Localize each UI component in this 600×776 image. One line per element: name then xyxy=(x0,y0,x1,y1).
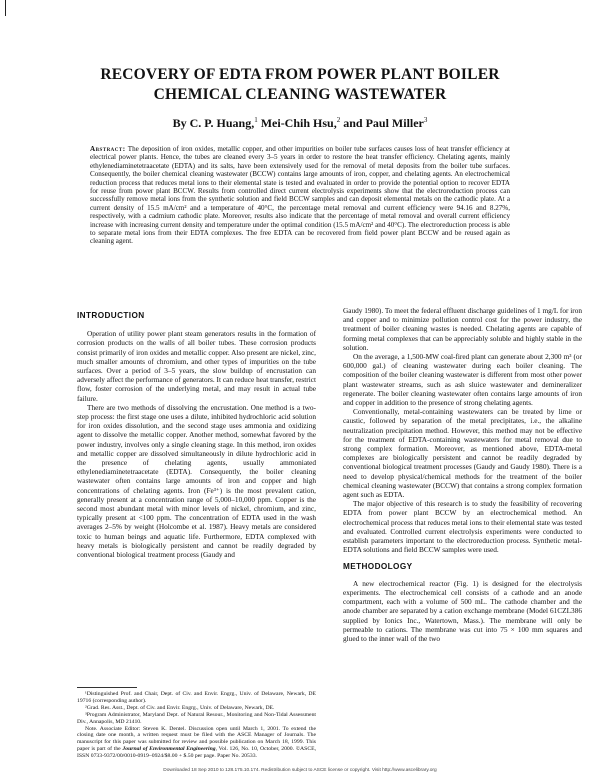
editor-note xyxy=(77,726,316,761)
paragraph: There are two methods of dissolving the encrustation. One method is a two-step process: the first stage one uses a dilute, inhibited hydrochloric acid solution for iron oxides dissolution, and the second stage uses ammonia and oxidizing agent to dissolve the metallic copper. Another method, somewhat favored by the power industry, involves only a single cleaning stage. In this method, iron oxides and metallic copper are dissolved simultaneously in dilute hydrochloric acid in the presence of chelating agents, usually ammoniated ethylenediaminetetraacetate (EDTA). Consequently, the boiler cleaning wastewater often contains large amounts of iron and copper and high concentrations of chelating agents. Iron (Fe³⁺) is the most prevalent cation, generally present at a concentration range of 5,000–10,000 ppm. Copper is the second most abundant metal with minor levels of nickel, chromium, and zinc, typically present at <100 ppm. The concentration of EDTA used in the wash averages 2–5% by weight (Holcombe et al. 1987). Heavy metals are considered toxic to human beings and aquatic life. Furthermore, EDTA complexed with heavy metals is biologically persistent and cannot be readily degraded by conventional biological treatment process (Gaudy and xyxy=(77,402,316,560)
footnotes xyxy=(77,691,316,760)
paragraph: Conventionally, metal-containing wastewaters can be treated by lime or caustic, followed by separation of the metal precipitates, i.e., the alkaline neutralization precipitation method. However, this method may not be effective for the treatment of EDTA-containing wastewaters for metal removal due to strong complex formation. Moreover, as mentioned above, EDTA-metal complexes are biologically persistent and cannot be readily degraded by conventional biological treatment processes (Gaudy and Gaudy 1980). There is a need to develop physical/chemical methods for the treatment of the boiler chemical cleaning wastewater (BCCW) that contains a strong complex formation agent such as EDTA. xyxy=(343,407,582,500)
abstract-label: Abstract: xyxy=(90,145,126,153)
author-line xyxy=(60,116,540,131)
crop-mark xyxy=(5,0,6,16)
footnote: ³Program Administrator, Maryland Dept. of Natural Resour., Monitoring and Non-Tidal Assessment Div., Annapolis, MD 21410. xyxy=(77,711,316,725)
footnote: ²Grad. Res. Asst., Dept. of Civ. and Envir. Engrg., Univ. of Delaware, Newark, DE. xyxy=(85,704,275,711)
author-1: By C. P. Huang, xyxy=(172,116,255,130)
section-heading-methodology: METHODOLOGY xyxy=(343,562,413,572)
paragraph: The major objective of this research is to study the feasibility of recovering EDTA from power plant BCCW by an electrochemical method. An electrochemical process that reduces metal ions to their elemental state was tested and evaluated. Controlled current electrolysis experiments were conducted to establish parameters important to the electroreduction process. Synthetic metal-EDTA solutions and field BCCW samples were used. xyxy=(343,499,582,555)
paper-title: RECOVERY OF EDTA FROM POWER PLANT BOILER CHEMICAL CLEANING WASTEWATER xyxy=(100,66,500,103)
editor-note-text: Note. Associate Editor: Steven K. Dentel. Discussion open until March 1, 2001. To extend the closing date one month, a written request must be filed with the ASCE Manager of Journals. The manuscript for this paper was submitted for review and possible publication on March 18, 1999. This paper is part of the xyxy=(77,725,316,753)
author-2-mark: 2 xyxy=(336,116,341,124)
section-heading-introduction: INTRODUCTION xyxy=(77,311,145,320)
paragraph: On the average, a 1,500-MW coal-fired plant can generate about 2,300 m³ (or 600,000 gal.) of cleaning wastewater during each boiler cleaning. The composition of the boiler cleaning wastewater is different from most other power plant wastewater streams, such as ash sluice wastewater and demineralizer regenerate. The boiler cleaning wastewater often contains large amounts of iron and copper in addition to the presence of strong chelating agents. xyxy=(343,352,582,408)
author-1-mark: 1 xyxy=(254,116,258,124)
author-2: Mei-Chih Hsu, xyxy=(257,116,337,130)
footnote-rule xyxy=(77,687,137,688)
abstract xyxy=(90,145,510,246)
paragraph: Gaudy 1980). To meet the federal effluent discharge guidelines of 1 mg/L for iron and copper and to minimize pollution control cost for the power industry, the treatment of boiler cleaning wastes is needed. Chelating agents are capable of forming metal complexes that can be appreciably soluble and highly stable in the solution. xyxy=(343,306,582,352)
journal-name: Journal of Environmental Engineering xyxy=(122,746,216,753)
left-column xyxy=(77,311,316,559)
right-column xyxy=(343,306,582,643)
abstract-text: The deposition of iron oxides, metallic copper, and other impurities on boiler tube surfaces causes loss of heat transfer efficiency at electrical power plants. Hence, the tubes are cleaned every 3–5 years in order to restore the heat transfer efficiency. Chelating agents, mainly ethylenediaminetetraacetate (EDTA) and its salts, have been extensively used for the removal of metal deposits from the boiler tube surfaces. Consequently, the boiler chemical cleaning wastewater (BCCW) contains large amounts of iron, copper, and chelating agents. An electrochemical reduction process that reduces metal ions to their elemental state is tested and evaluated in order to provide the potential option to recover EDTA for reuse from power plant BCCW. Results from controlled direct current electrolysis experiments show that the electroreduction process can successfully remove metal ions from the synthetic solution and field BCCW samples and can deposit elemental metals on the cathodic plate. At a current density of 15.5 mA/cm² and a temperature of 40°C, the percentage metal removal and current efficiency were 94.16 and 8.27%, respectively, with a cadmium cathodic plate. Moreover, results also indicate that the percentage of metal removal and overall current efficiency increase with increasing current density and temperature under the optimal condition (15.5 mA/cm² and 40°C). The electroreduction process is able to separate metal ions from their EDTA complexes. The free EDTA can be recovered from field power plant BCCW and be reused again as cleaning agent. xyxy=(90,145,511,246)
download-notice: Downloaded 18 Sep 2010 to 128.175.10.174. Redistribution subject to ASCE license or copyright. Visit http://www.ascelibrary.org xyxy=(163,768,437,773)
paragraph: A new electrochemical reactor (Fig. 1) is designed for the electrolysis experiments. The electrochemical cell consists of a cathode and an anode compartment, each with a volume of 500 mL. The cathode chamber and the anode chamber are separated by a cation exchange membrane (Model 61CZL386 supplied by Ionics Inc., Watertown, Mass.). The membrane will only be permeable to cations. The membrane was cut into 75 × 100 mm squares and glued to the inner wall of the two xyxy=(343,578,582,643)
paragraph: Operation of utility power plant steam generators results in the formation of corrosion products on the walls of all boiler tubes. These corrosion products consist primarily of iron oxides and metallic copper. Also present are nickel, zinc, much smaller amounts of chromium, and other types of impurities on the tube surfaces. Over a period of 3–5 years, the slow buildup of encrustation can adversely affect the performance of generators. It can reduce heat transfer, restrict flow, foster corrosion of the underlying metal, and may result in actual tube failure. xyxy=(77,329,316,403)
author-3: and Paul Miller xyxy=(340,116,424,130)
footnote: ¹Distinguished Prof. and Chair, Dept. of Civ. and Envir. Engrg., Univ. of Delaware, Newark, DE 19716 (corresponding author). xyxy=(77,691,316,704)
editor-note-text-2: , Vol. 126, No. 10, October, 2000. ©ASCE, ISSN 0733-9372/00/0010-0919–0924/$8.00 + $.50 per page. Paper No. 20533. xyxy=(77,746,317,760)
author-3-mark: 3 xyxy=(423,116,428,124)
